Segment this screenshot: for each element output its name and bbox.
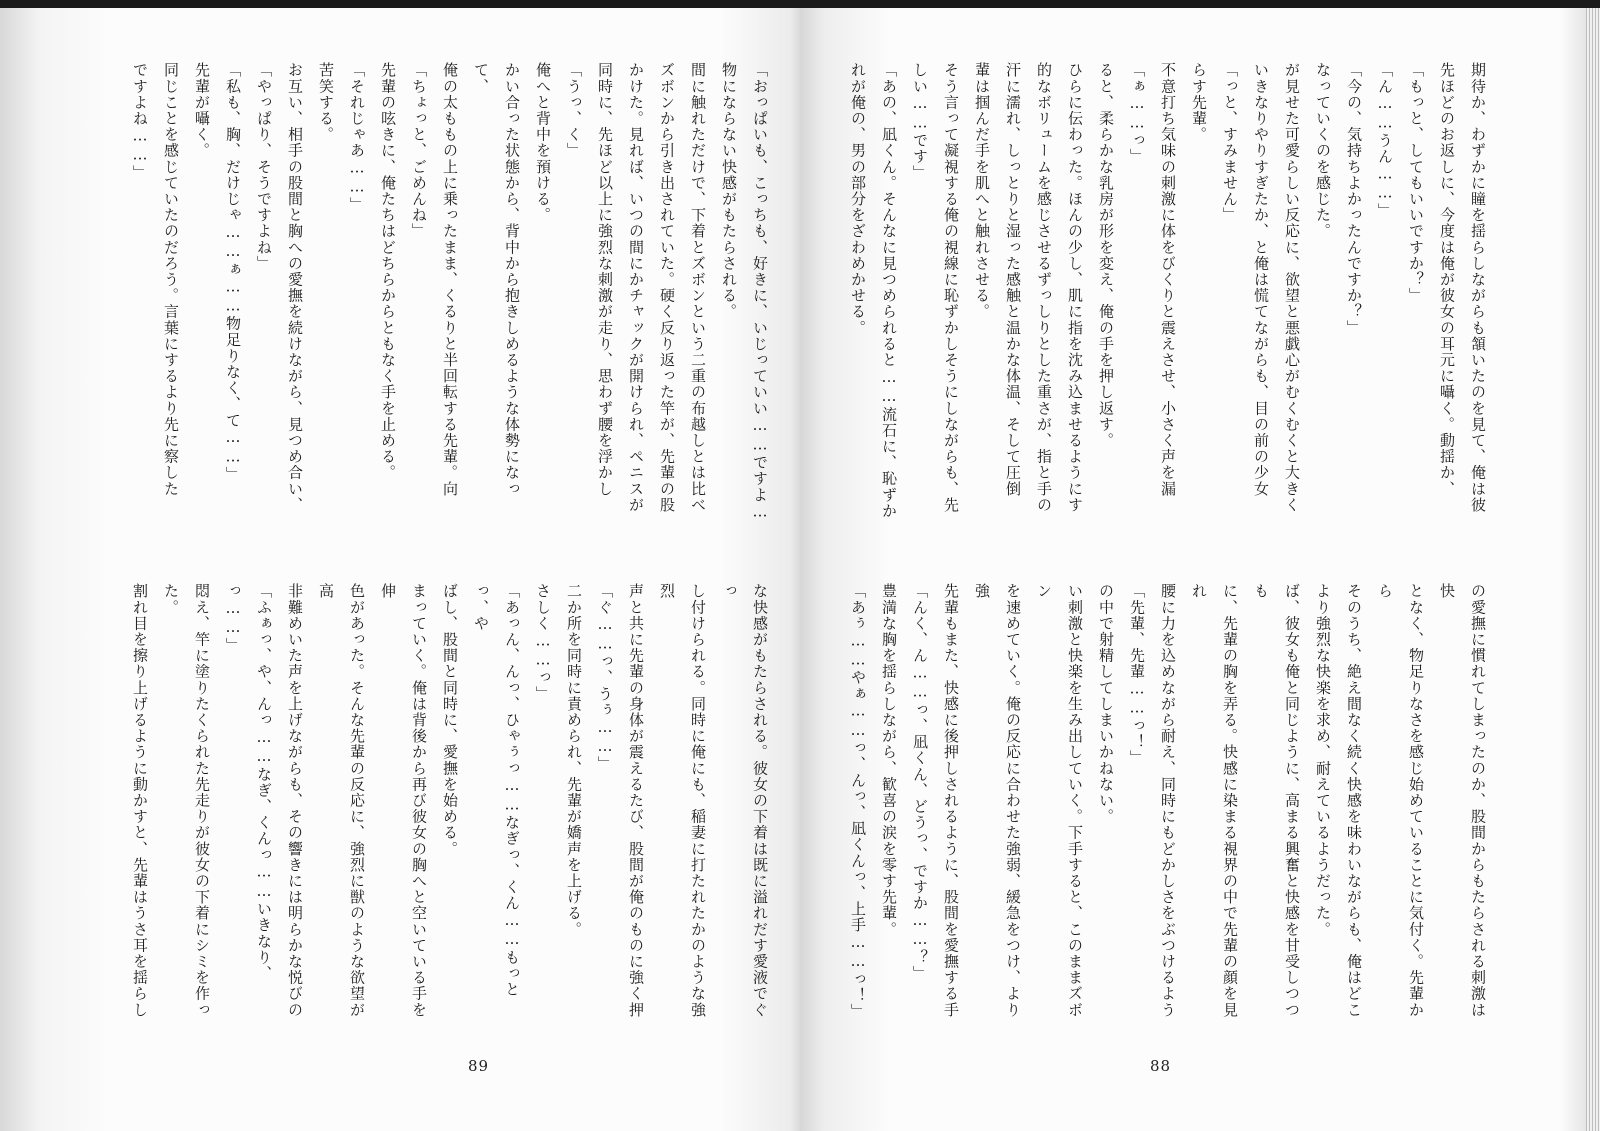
scan-top-edge	[0, 0, 1600, 8]
page-number-88: 88	[1150, 1057, 1172, 1075]
page-89-upper-text: 「おっぱいも、こっちも、好きに、いじっていい……ですよ… 物にならない快感がもたらされる。 間に触れただけで、下着とズボンという二重の布越しとは比べ ズボンから引き出されていた。硬く反り返った竿が、先輩の股 かけた。見れば、いつの間にかチャックが開けられ、ペニスが 同時に、先ほど以上に強烈な刺激が走り、思わず腰を浮かし 「うっ、く」 俺へと背中を預ける。 かい合った状態から、背中から抱きしめるような体勢になって、 俺の太ももの上に乗ったまま、くるりと半回転する先輩。向 「ちょっと、ごめんね」 先輩の呟きに、俺たちはどちらからともなく手を止める。 「それじゃあ……」 苦笑する。 お互い、相手の股間と胸への愛撫を続けながら、見つめ合い、 「やっぱり、そうですよね」 「私も、胸、だけじゃ……ぁ……物足りなく、て……」 先輩が囁く。 同じことを感じていたのだろう。言葉にするより先に察した ですよね……」	[131, 62, 769, 522]
page-89-lower-text: な快感がもたらされる。彼女の下着は既に溢れだす愛液でぐっ し付けられる。同時に俺にも、稲妻に打たれたかのような強烈 声と共に先輩の身体が震えるたび、股間が俺のものに強く押 「ぐ……っ、うぅ……」 二か所を同時に責められ、先輩が嬌声を上げる。 さしく……っ」 「あっん、んっ、ひゃぅっ……なぎっ、くん……もっとっ、や ばし、股間と同時に、愛撫を始める。 まっていく。俺は背後から再び彼女の胸へと空いている手を伸 色があった。そんな先輩の反応に、強烈に獣のような欲望が高 非難めいた声を上げながらも、その響きには明らかな悦びの 「ふぁっ、や、んっ……なぎ、くんっ……いきなり、っ……」 悶え、竿に塗りたくられた先走りが彼女の下着にシミを作った。 割れ目を擦り上げるように動かすと、先輩はうさ耳を揺らし	[131, 583, 769, 1018]
page-88-lower-text: の愛撫に慣れてしまったのか、股間からもたらされる刺激は快 となく、物足りなさを感じ始めていることに気付く。先輩から そのうち、絶え間なく続く快感を味わいながらも、俺はどこ より強烈な快楽を求め、耐えているようだった。 ば、彼女も俺と同じように、高まる興奮と快感を甘受しつつも に、先輩の胸を弄る。快感に染まる視界の中で先輩の顔を見れ 腰に力を込めながら耐え、同時にもどかしさをぶつけるよう 「先輩、先輩……っ！」 の中で射精してしまいかねない。 い刺激と快楽を生み出していく。下手すると、このままズボン を速めていく。俺の反応に合わせた強弱、緩急をつけ、より強 先輩もまた、快感に後押しされるように、股間を愛撫する手 「んく、ん……っ、凪くん、どうっ、ですか……？」 豊満な胸を揺らしながら、歓喜の涙を零す先輩。 「あぅ……やぁ……っ、んっ、凪くんっ、上手……っ！」	[849, 583, 1487, 1020]
book-page-edge	[1586, 8, 1600, 1131]
page-88-upper-text: 期待か、わずかに瞳を揺らしながらも頷いたのを見て、俺は彼 先ほどのお返しに、今度は俺が彼女の耳元に囁く。動揺か、 「もっと、してもいいですか？」 「ん……うん……」 「今の、気持ちよかったんですか？」 なっていくのを感じた。 が見せた可愛らしい反応に、欲望と悪戯心がむくむくと大きく いきなりやりすぎたか、と俺は慌てながらも、目の前の少女 「っと、すみません」 らす先輩。 不意打ち気味の刺激に体をびくりと震えさせ、小さく声を漏 「ぁ……っ」 ると、柔らかな乳房が形を変え、俺の手を押し返す。 ひらに伝わった。ほんの少し、肌に指を沈み込ませるようにす 的なボリュームを感じさせるずっしりとした重さが、指と手の 汗に濡れ、しっとりと湿った感触と温かな体温、そして圧倒 輩は掴んだ手を肌へと触れさせる。 そう言って凝視する俺の視線に恥ずかしそうにしながらも、先 しい……です」 「あの、凪くん。そんなに見つめられると……流石に、恥ずか れが俺の、男の部分をざわめかせる。	[849, 62, 1487, 519]
page-number-89: 89	[468, 1057, 490, 1075]
